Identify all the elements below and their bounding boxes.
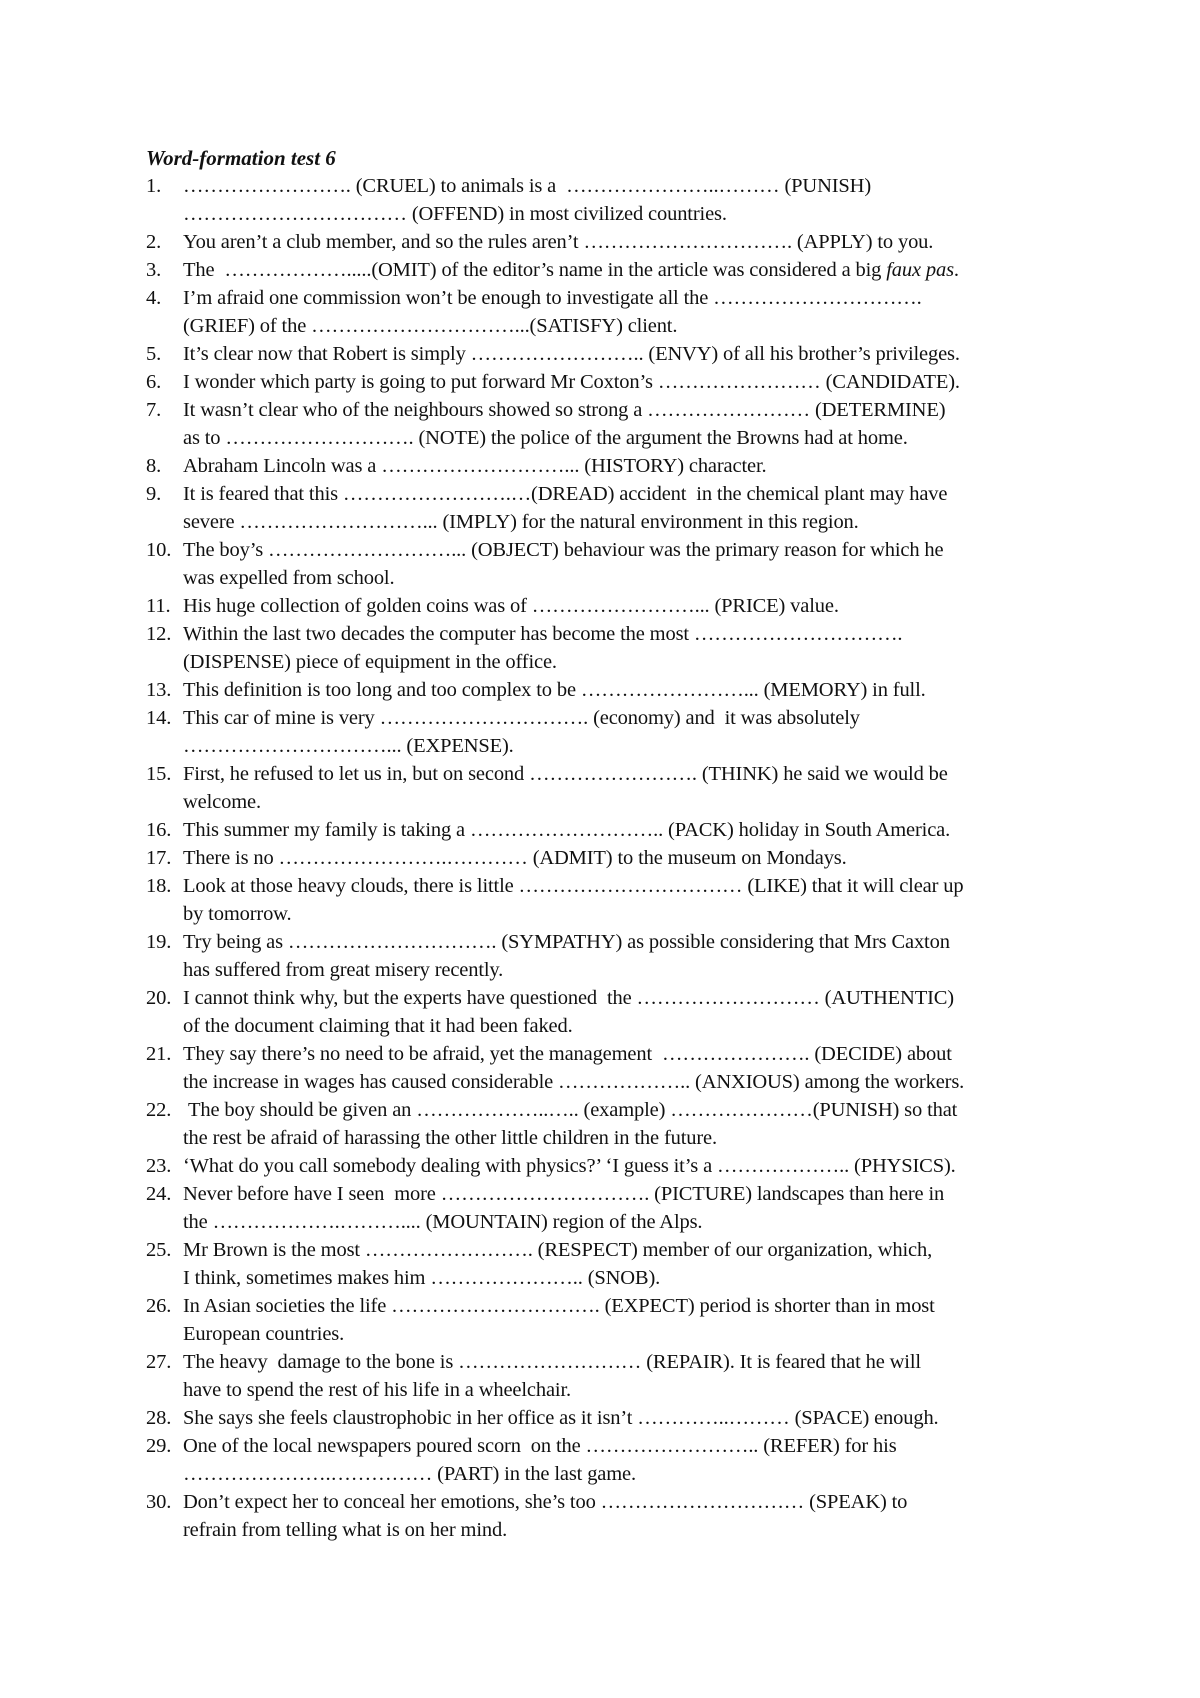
question-item (146, 1152, 1146, 1180)
question-text: It is feared that this …………………….…(DREAD) accident in the chemical plant may have severe ………………………... (IMPLY) for the natural environment in this region. (183, 483, 948, 533)
question-text: His huge collection of golden coins was of ……………………... (PRICE) value. (183, 595, 839, 617)
question-text: I cannot think why, but the experts have questioned the ……………………… (AUTHENTIC) of the document claiming that it had been faked. (183, 987, 954, 1037)
question-item (146, 228, 1146, 256)
question-item (146, 1292, 1146, 1348)
question-number: 3. (146, 259, 162, 281)
question-item (146, 480, 1146, 536)
question-item (146, 928, 1146, 984)
question-item (146, 984, 1146, 1040)
question-text: It wasn’t clear who of the neighbours showed so strong a …………………… (DETERMINE) as to ………………………. (NOTE) the police of the argument the Browns had at home. (183, 399, 946, 449)
question-text: Don’t expect her to conceal her emotions, she’s too ………………………… (SPEAK) to refrain from telling what is on her mind. (183, 1491, 908, 1541)
question-item (146, 396, 1146, 452)
question-text: This car of mine is very …………………………. (economy) and it was absolutely …………………………... (EXPENSE). (183, 707, 860, 757)
question-item (146, 1404, 1146, 1432)
question-text: One of the local newspapers poured scorn on the …………………….. (REFER) for his ………………….…………… (PART) in the last game. (183, 1435, 897, 1485)
question-text: I wonder which party is going to put forward Mr Coxton’s …………………… (CANDIDATE). (183, 371, 960, 393)
question-item (146, 172, 1146, 228)
question-number: 15. (146, 763, 172, 785)
question-text: She says she feels claustrophobic in her office as it isn’t …………..……… (SPACE) enough. (183, 1407, 939, 1429)
question-text: In Asian societies the life …………………………. (EXPECT) period is shorter than in most European countries. (183, 1295, 935, 1345)
question-number: 13. (146, 679, 172, 701)
document-content (146, 144, 1146, 1544)
question-item (146, 368, 1146, 396)
question-text: Try being as …………………………. (SYMPATHY) as possible considering that Mrs Caxton has suffered from great misery recently. (183, 931, 950, 981)
question-text: Look at those heavy clouds, there is little …………………………… (LIKE) that it will clear up by tomorrow. (183, 875, 964, 925)
question-text: They say there’s no need to be afraid, yet the management …………………. (DECIDE) about the increase in wages has caused considerable ……………….. (ANXIOUS) among the workers. (183, 1043, 965, 1093)
question-text: I’m afraid one commission won’t be enough to investigate all the …………………………. (GRIEF) of the …………………………...(SATISFY) client. (183, 287, 922, 337)
question-number: 16. (146, 819, 172, 841)
question-number: 28. (146, 1407, 172, 1429)
question-text: There is no …………………….………… (ADMIT) to the museum on Mondays. (183, 847, 847, 869)
question-text: The boy should be given an ………………..….. (example) …………………(PUNISH) so that the rest be afraid of harassing the other little children in the future. (183, 1099, 958, 1149)
question-number: 11. (146, 595, 171, 617)
question-text: The boy’s ………………………... (OBJECT) behaviour was the primary reason for which he was expelled from school. (183, 539, 944, 589)
question-item (146, 340, 1146, 368)
question-number: 2. (146, 231, 162, 253)
question-number: 20. (146, 987, 172, 1009)
question-number: 4. (146, 287, 162, 309)
question-text: Mr Brown is the most ……………………. (RESPECT) member of our organization, which, I think, sometimes makes him ………………….. (SNOB). (183, 1239, 933, 1289)
question-item (146, 592, 1146, 620)
question-item (146, 452, 1146, 480)
question-item (146, 676, 1146, 704)
question-text: Never before have I seen more …………………………. (PICTURE) landscapes than here in the ……………….……….... (MOUNTAIN) region of the Alps. (183, 1183, 945, 1233)
question-number: 8. (146, 455, 162, 477)
question-number: 27. (146, 1351, 172, 1373)
question-number: 24. (146, 1183, 172, 1205)
question-text: Within the last two decades the computer has become the most …………………………. (DISPENSE) piece of equipment in the office. (183, 623, 903, 673)
question-item (146, 284, 1146, 340)
question-item (146, 620, 1146, 676)
question-item (146, 844, 1146, 872)
question-number: 29. (146, 1435, 172, 1457)
question-number: 14. (146, 707, 172, 729)
question-number: 6. (146, 371, 162, 393)
question-item (146, 536, 1146, 592)
italic-phrase: faux pas (886, 259, 954, 281)
question-item (146, 1348, 1146, 1404)
question-item (146, 760, 1146, 816)
question-number: 1. (146, 175, 162, 197)
question-number: 12. (146, 623, 172, 645)
question-text: You aren’t a club member, and so the rules aren’t …………………………. (APPLY) to you. (183, 231, 934, 253)
question-text: First, he refused to let us in, but on second ……………………. (THINK) he said we would be welcome. (183, 763, 948, 813)
document-title: Word-formation test 6 (146, 146, 336, 170)
question-text: Abraham Lincoln was a ………………………... (HISTORY) character. (183, 455, 767, 477)
question-number: 18. (146, 875, 172, 897)
question-text: The ……………….....(OMIT) of the editor’s name in the article was considered a big faux pas. (183, 259, 959, 281)
question-number: 23. (146, 1155, 172, 1177)
question-number: 22. (146, 1099, 172, 1121)
question-item (146, 1236, 1146, 1292)
question-text: The heavy damage to the bone is ……………………… (REPAIR). It is feared that he will have to spend the rest of his life in a wheelchair. (183, 1351, 921, 1401)
question-number: 17. (146, 847, 172, 869)
question-item (146, 1040, 1146, 1096)
question-number: 26. (146, 1295, 172, 1317)
question-number: 19. (146, 931, 172, 953)
question-text: ……………………. (CRUEL) to animals is a …………………..……… (PUNISH) …………………………… (OFFEND) in most civilized countries. (183, 175, 871, 225)
question-number: 9. (146, 483, 162, 505)
question-item (146, 1180, 1146, 1236)
question-text: This definition is too long and too complex to be ……………………... (MEMORY) in full. (183, 679, 926, 701)
question-text: This summer my family is taking a ……………………….. (PACK) holiday in South America. (183, 819, 951, 841)
question-item (146, 1432, 1146, 1488)
question-number: 10. (146, 539, 172, 561)
question-number: 5. (146, 343, 162, 365)
question-item (146, 256, 1146, 284)
question-item (146, 1096, 1146, 1152)
question-text: ‘What do you call somebody dealing with physics?’ ‘I guess it’s a ……………….. (PHYSICS). (183, 1155, 956, 1177)
question-item (146, 704, 1146, 760)
question-item (146, 872, 1146, 928)
question-number: 30. (146, 1491, 172, 1513)
question-number: 21. (146, 1043, 172, 1065)
question-item (146, 816, 1146, 844)
question-list (146, 172, 1146, 1544)
question-item (146, 1488, 1146, 1544)
question-text: It’s clear now that Robert is simply …………………….. (ENVY) of all his brother’s privileges. (183, 343, 960, 365)
question-number: 25. (146, 1239, 172, 1261)
question-number: 7. (146, 399, 162, 421)
